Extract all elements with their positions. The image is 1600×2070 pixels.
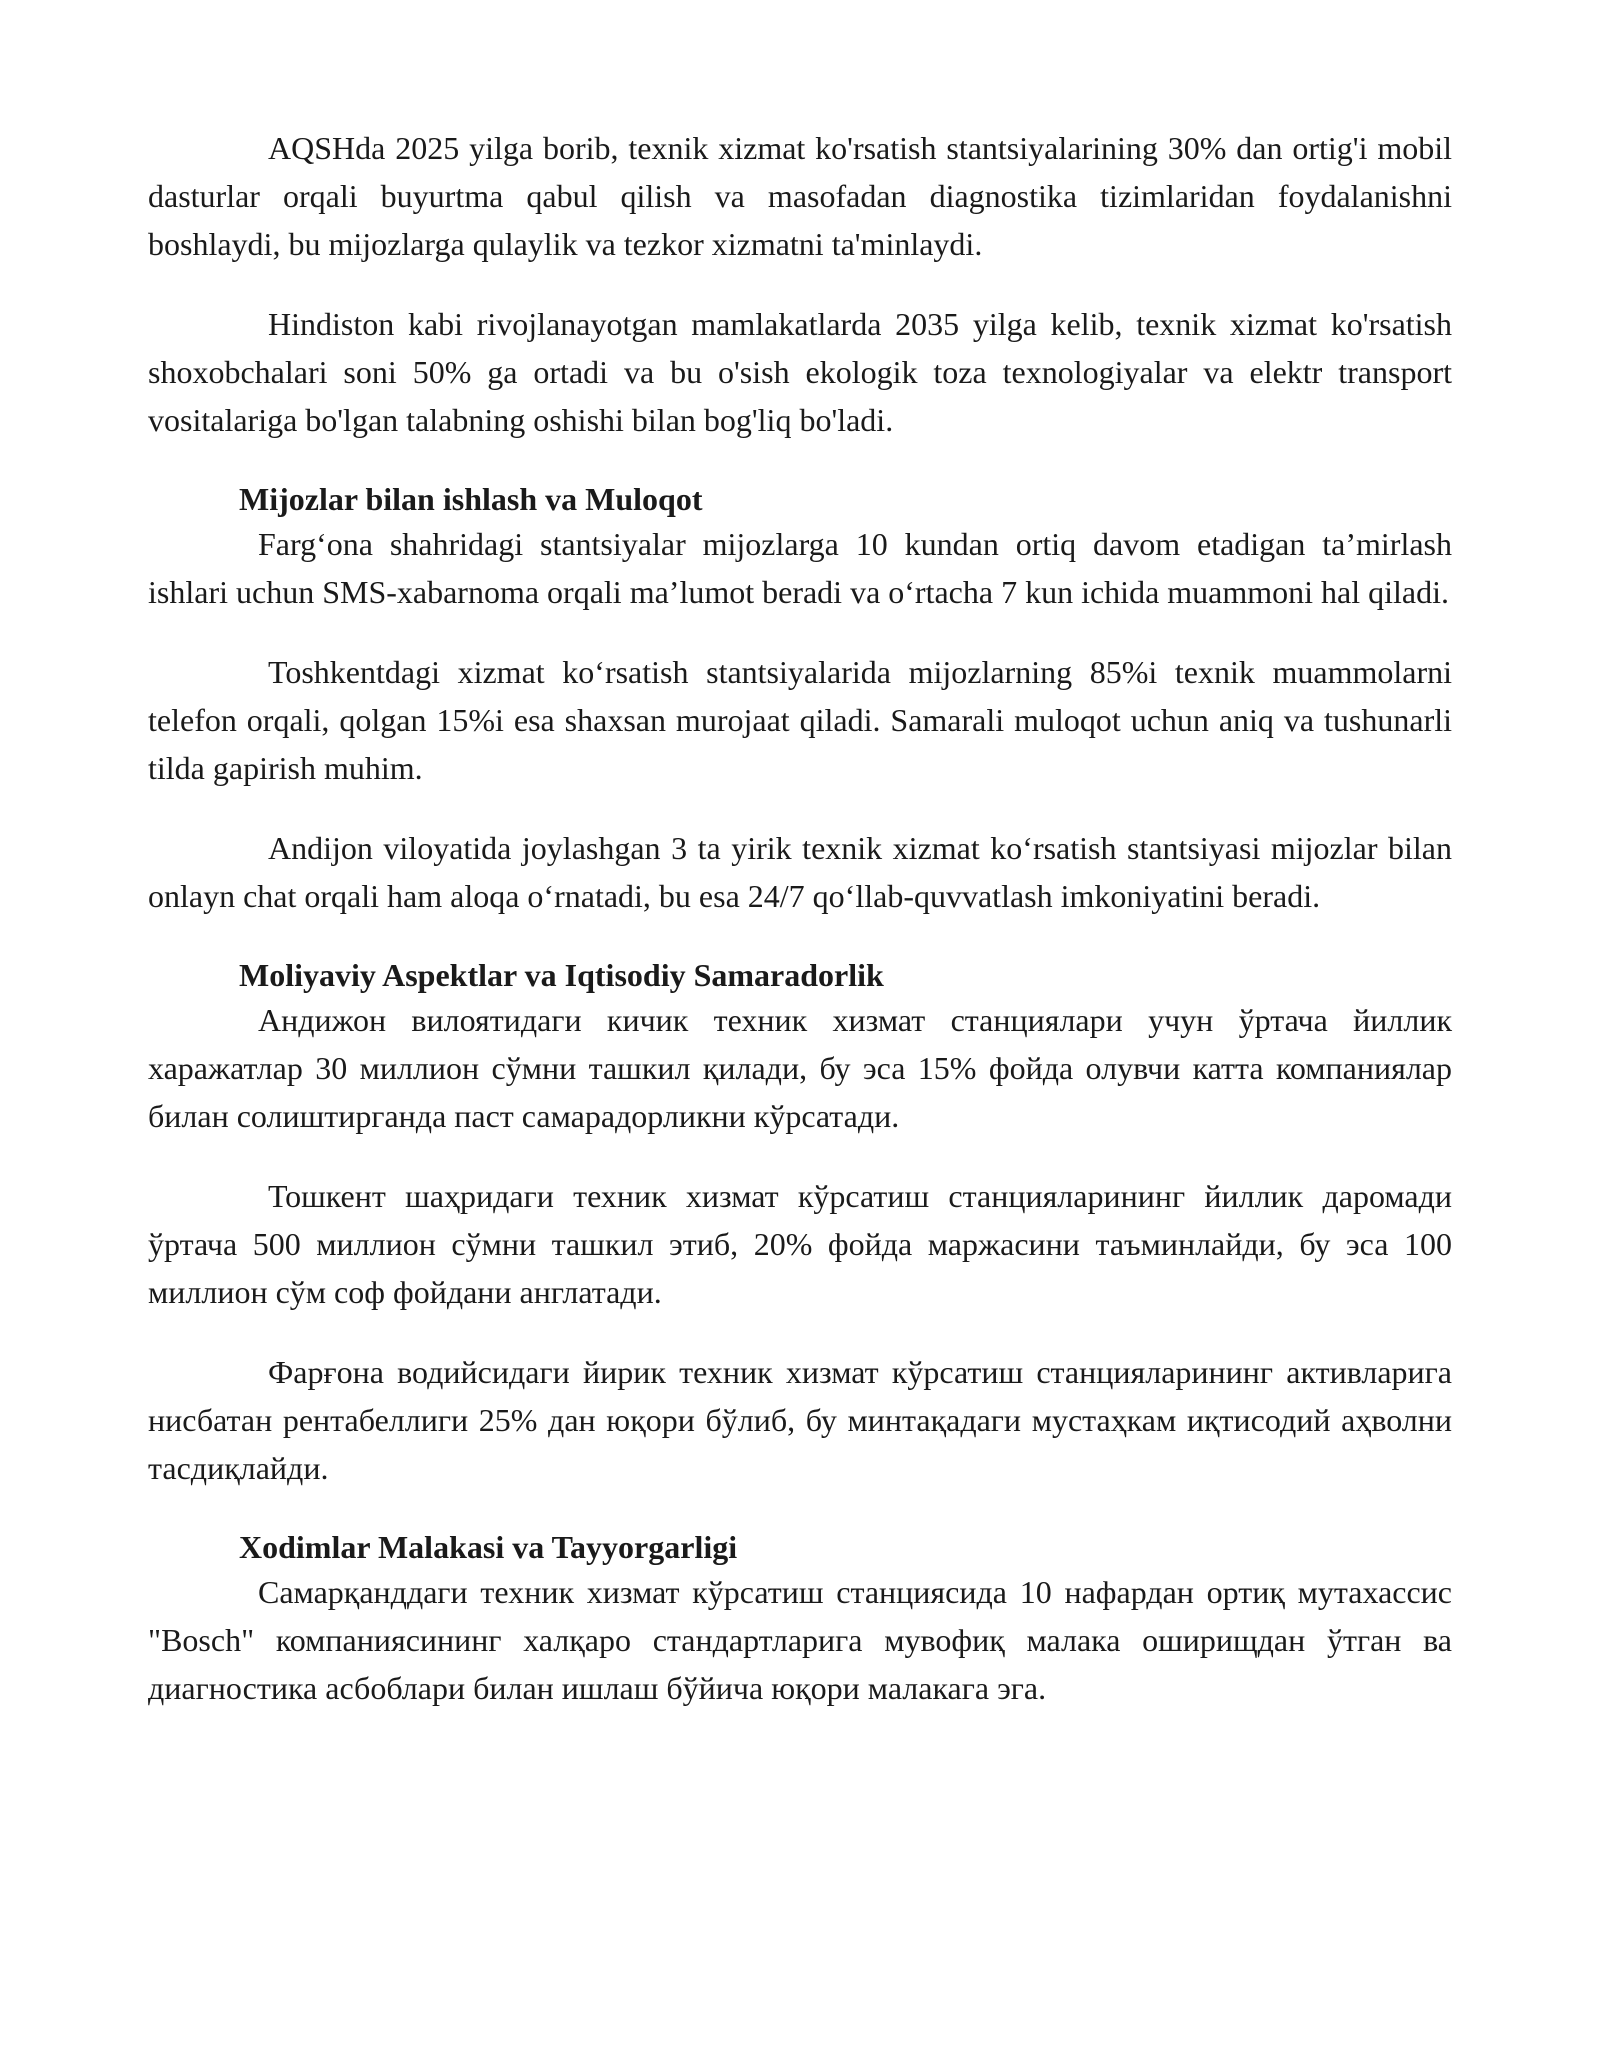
paragraph-fergana-profitability: Фарғона водийсидаги йирик техник хизмат кўрсатиш станцияларининг активларига нисбатан рентабеллиги 25% дан юқори бўлиб, бу минтақадаги мустаҳкам иқтисодий аҳволни тасдиқлайди. (148, 1354, 1452, 1486)
paragraph-samarkand-bosch: Самарқанддаги техник хизмат кўрсатиш станциясида 10 нафардан ортиқ мутахассис "Bosch" компаниясининг халқаро стандартларига мувофиқ малака оширищдан ўтган ва диагностика асбоблари билан ишлаш бўйича юқори малакага эга. (148, 1574, 1452, 1706)
paragraph-fergana-sms: Farg‘ona shahridagi stantsiyalar mijozlarga 10 kundan ortiq davom etadigan ta’mirlash ishlari uchun SMS-xabarnoma orqali ma’lumot beradi va o‘rtacha 7 kun ichida muammoni hal qiladi. (148, 526, 1452, 610)
section-heading-finance: Moliyaviy Aspektlar va Iqtisodiy Samaradorlik (239, 957, 884, 993)
paragraph-india-2035: Hindiston kabi rivojlanayotgan mamlakatlarda 2035 yilga kelib, texnik xizmat ko'rsatish shoxobchalari soni 50% ga ortadi va bu o'sish ekologik toza texnologiyalar va elektr transport vositalariga bo'lgan talabning oshishi bilan bog'liq bo'ladi. (148, 306, 1452, 438)
paragraph-tashkent-phone: Toshkentdagi xizmat ko‘rsatish stantsiyalarida mijozlarning 85%i texnik muammolarni telefon orqali, qolgan 15%i esa shaxsan murojaat qiladi. Samarali muloqot uchun aniq va tushunarli tilda gapirish muhim. (148, 654, 1452, 786)
section-heading-customers: Mijozlar bilan ishlash va Muloqot (239, 481, 703, 517)
paragraph-andijan-chat: Andijon viloyatida joylashgan 3 ta yirik texnik xizmat ko‘rsatish stantsiyasi mijozlar bilan onlayn chat orqali ham aloqa o‘rnatadi, bu esa 24/7 qo‘llab-quvvatlash imkoniyatini beradi. (148, 830, 1452, 914)
paragraph-andijan-costs: Андижон вилоятидаги кичик техник хизмат станциялари учун ўртача йиллик харажатлар 30 миллион сўмни ташкил қилади, бу эса 15% фойда олувчи катта компаниялар билан солиштирганда паст самарадорликни кўрсатади. (148, 1002, 1452, 1134)
paragraph-tashkent-revenue: Тошкент шаҳридаги техник хизмат кўрсатиш станцияларининг йиллик даромади ўртача 500 миллион сўмни ташкил этиб, 20% фойда маржасини таъминлайди, бу эса 100 миллион сўм соф фойдани англатади. (148, 1178, 1452, 1310)
paragraph-usa-2025: AQSHda 2025 yilga borib, texnik xizmat ko'rsatish stantsiyalarining 30% dan ortig'i mobil dasturlar orqali buyurtma qabul qilish va masofadan diagnostika tizimlaridan foydalanishni boshlaydi, bu mijozlarga qulaylik va tezkor xizmatni ta'minlaydi. (148, 130, 1452, 262)
document-body (148, 124, 1452, 1712)
section-heading-staff: Xodimlar Malakasi va Tayyorgarligi (239, 1529, 738, 1565)
